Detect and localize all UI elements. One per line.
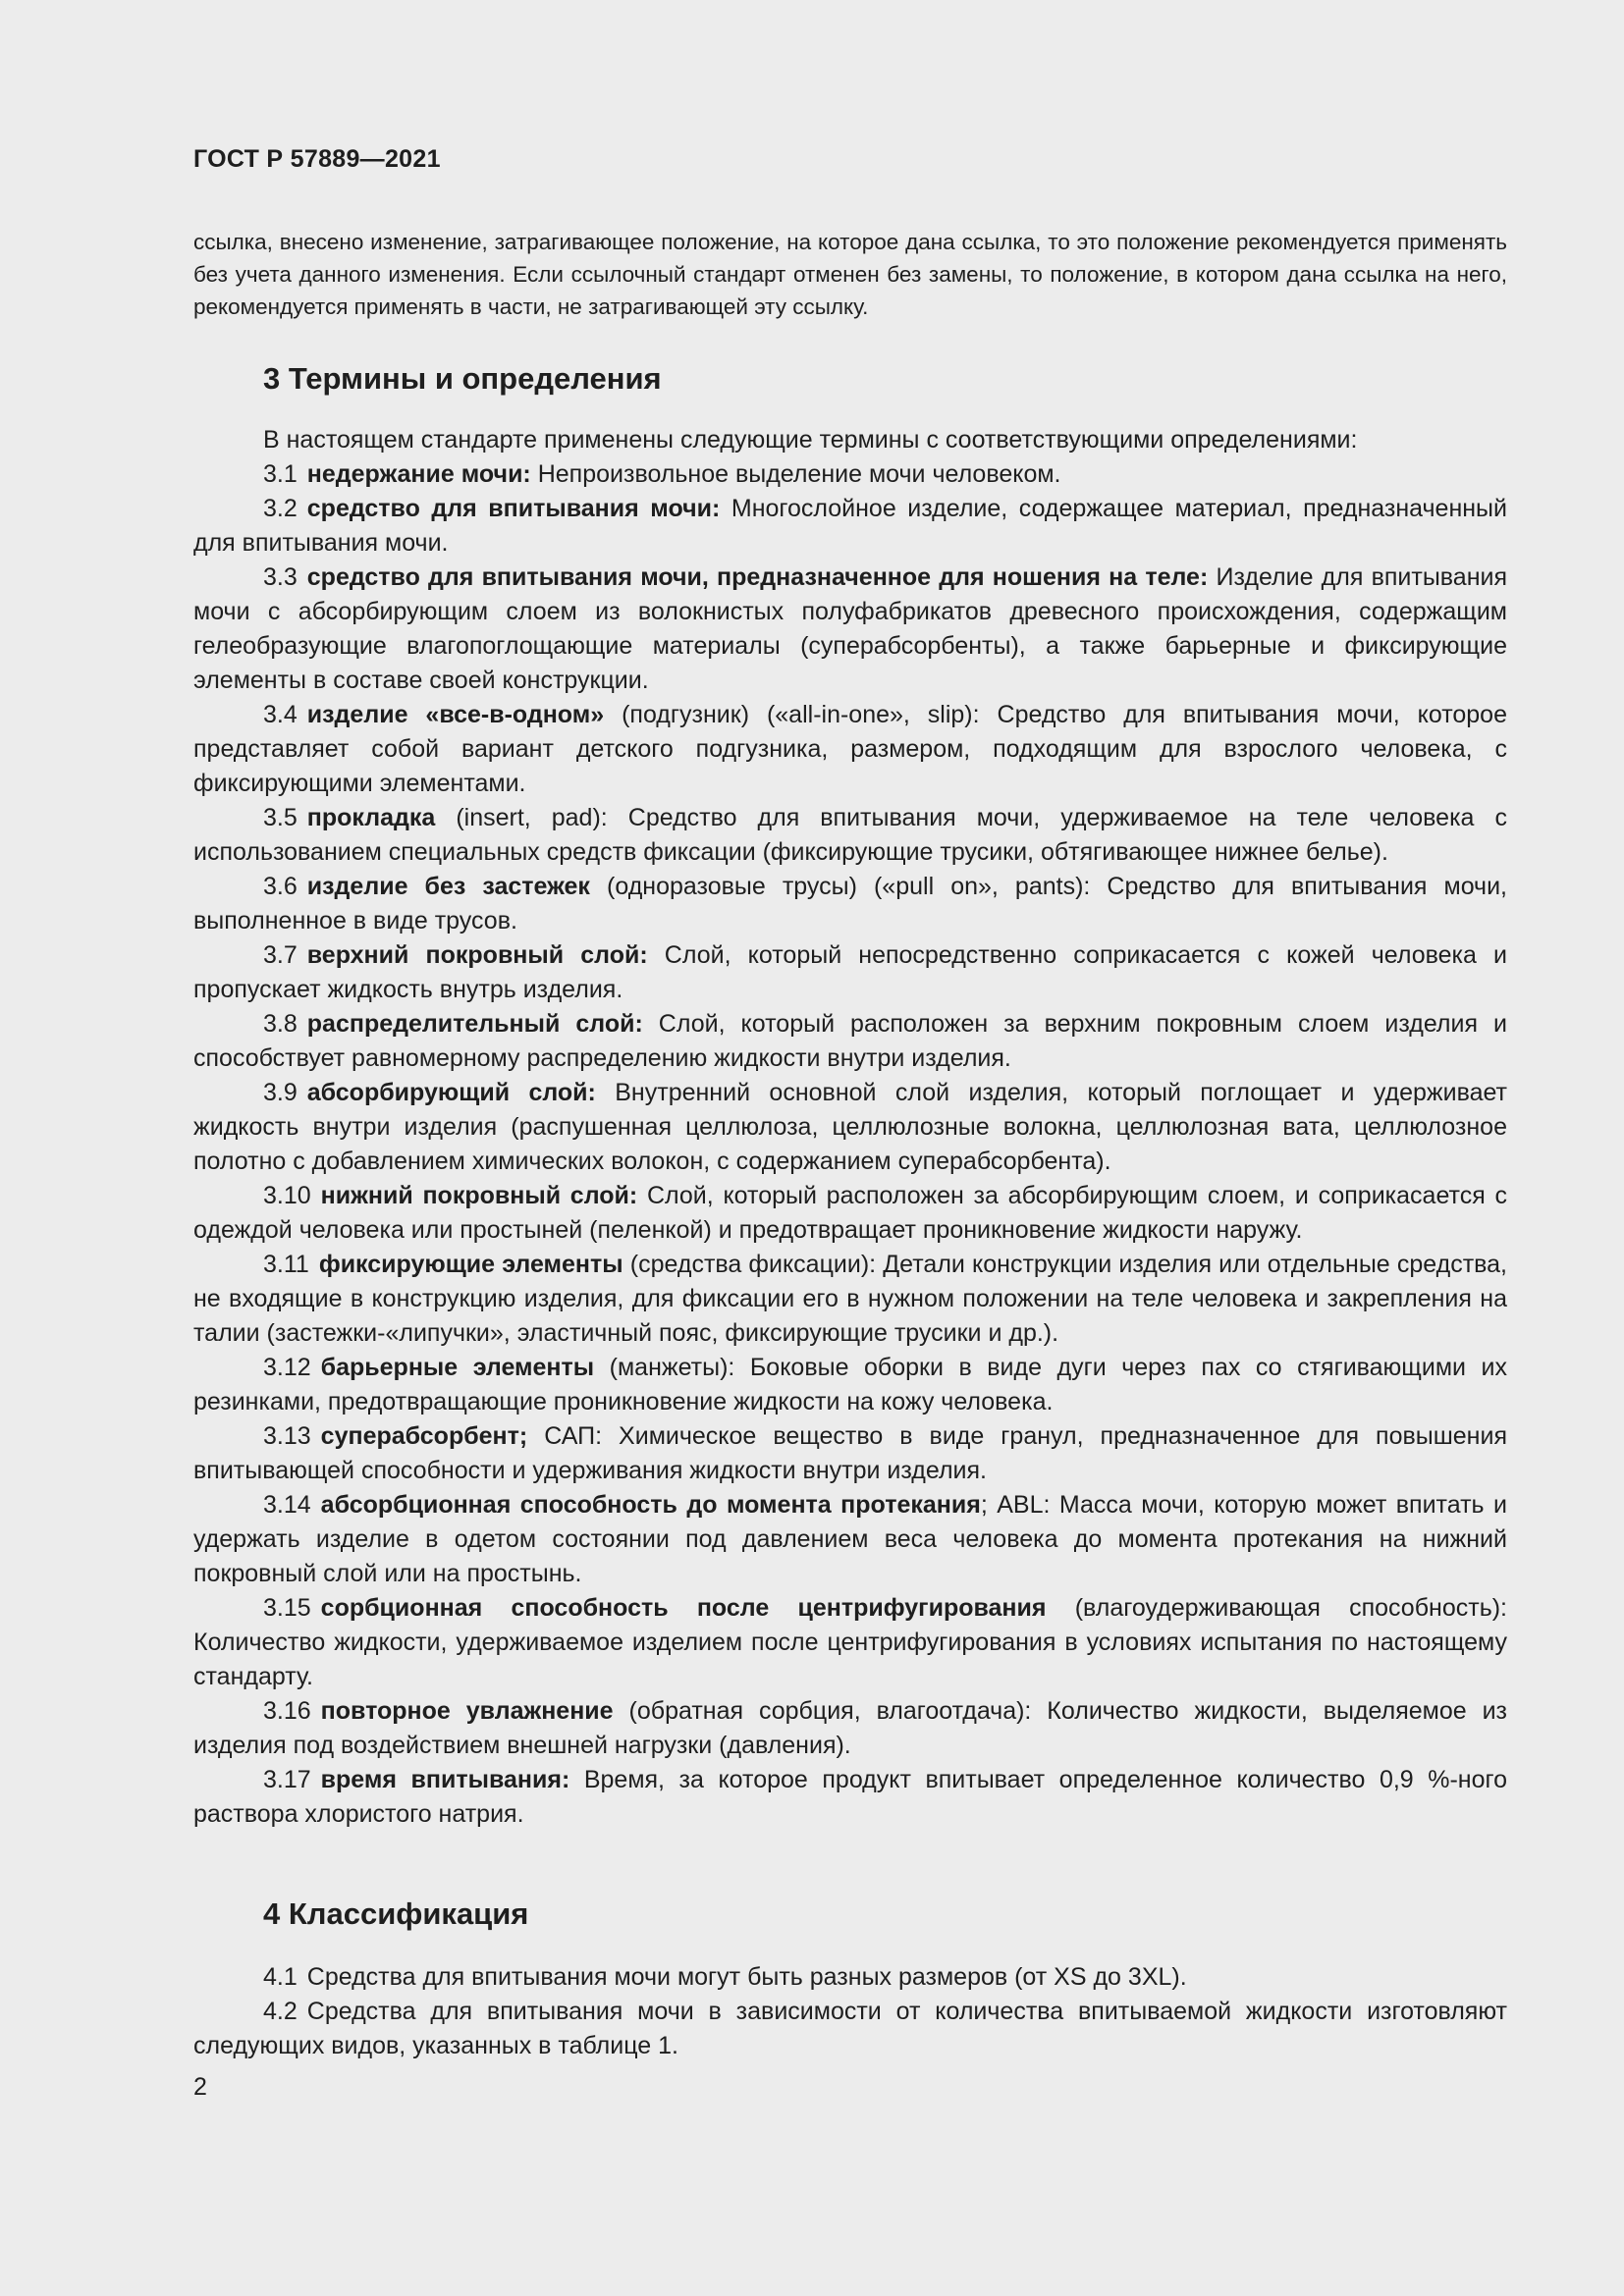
term-definition [193,1007,1507,1076]
term-number: 3.8 [263,1010,298,1038]
term-text: Непроизвольное выделение мочи человеком. [530,460,1061,488]
term-text: ; ABL: Масса мочи, которую может впитать и удержать изделие в одетом состоянии под давлением веса человека до момента протекания на нижний покровный слой или на простынь. [193,1491,1507,1587]
term-name: средство для впитывания мочи, предназначенное для ношения на теле: [306,563,1209,591]
term-name: верхний покровный слой: [306,941,648,969]
term-definition [193,1419,1507,1488]
term-text: (средства фиксации): Детали конструкции изделия или отдельные средства, не входящие в конструкцию изделия, для фиксации его в нужном положении на теле человека и закрепления на талии (застежки-«липучки», эластичный пояс, фиксирующие трусики и др.). [193,1251,1507,1347]
term-definition [193,561,1507,698]
term-text: (влагоудерживающая способность): Количество жидкости, удерживаемое изделием после центрифугирования в условиях испытания по настоящему стандарту. [193,1594,1507,1690]
term-number: 3.14 [263,1491,311,1519]
term-number: 3.2 [263,495,298,522]
term-text: Время, за которое продукт впитывает определенное количество 0,9 %-ного раствора хлористого натрия. [193,1766,1507,1828]
term-name: нижний покровный слой: [320,1182,638,1209]
term-text: Слой, который расположен за абсорбирующим слоем, и соприкасается с одеждой человека или простыней (пеленкой) и предотвращает проникновение жидкости наружу. [193,1182,1507,1244]
clause-text: Средства для впитывания мочи в зависимости от количества впитываемой жидкости изготовляют следующих видов, указанных в таблице 1. [193,1998,1507,2059]
term-definition [193,1488,1507,1591]
term-definition [193,698,1507,801]
term-definition [193,1248,1507,1351]
term-name: суперабсорбент; [320,1422,528,1450]
standard-header: ГОСТ Р 57889—2021 [193,145,441,173]
term-name: барьерные элементы [320,1354,595,1381]
classification-item [193,1995,1507,2063]
term-text: (манжеты): Боковые оборки в виде дуги через пах со стягивающими их резинками, предотвращающие проникновение жидкости на кожу человека. [193,1354,1507,1415]
term-text: (подгузник) («all-in-one», slip): Средство для впитывания мочи, которое представляет собой вариант детского подгузника, размером, подходящим для взрослого человека, с фиксирующими элементами. [193,701,1507,797]
term-definition [193,938,1507,1007]
section-4-title: 4 Классификация [263,1896,529,1931]
term-number: 3.12 [263,1354,311,1381]
term-text: Слой, который непосредственно соприкасается с кожей человека и пропускает жидкость внутрь изделия. [193,941,1507,1003]
clause-number: 4.1 [263,1963,298,1991]
term-number: 3.7 [263,941,298,969]
term-name: прокладка [306,804,436,831]
term-name: средство для впитывания мочи: [306,495,721,522]
term-definition [193,1179,1507,1248]
term-definition [193,1351,1507,1419]
intro-paragraph: ссылка, внесено изменение, затрагивающее положение, на которое дана ссылка, то это положение рекомендуется применять без учета данного изменения. Если ссылочный стандарт отменен без замены, то положение, в котором дана ссылка на него, рекомендуется применять в части, не затрагивающей эту ссылку. [193,230,1507,319]
clause-text: Средства для впитывания мочи могут быть разных размеров (от XS до 3XL). [306,1963,1187,1991]
term-number: 3.3 [263,563,298,591]
term-number: 3.17 [263,1766,311,1793]
term-definition [193,1763,1507,1832]
term-definition [193,1076,1507,1179]
term-name: время впитывания: [320,1766,570,1793]
term-name: распределительный слой: [306,1010,643,1038]
section-3-body [193,423,1507,1832]
term-definition [193,457,1507,492]
term-definition [193,1694,1507,1763]
term-number: 3.9 [263,1079,298,1106]
term-text: Слой, который расположен за верхним покровным слоем изделия и способствует равномерному распределению жидкости внутри изделия. [193,1010,1507,1072]
term-number: 3.4 [263,701,298,728]
page-number: 2 [193,2073,207,2101]
term-name: абсорбирующий слой: [306,1079,596,1106]
term-number: 3.11 [263,1251,309,1278]
term-name: абсорбционная способность до момента протекания [320,1491,981,1519]
term-name: недержание мочи: [306,460,531,488]
term-text: Внутренний основной слой изделия, который поглощает и удерживает жидкость внутри изделия (распушенная целлюлоза, целлюлозные волокна, целлюлозная вата, целлюлозное полотно с добавлением химических волокон, с содержанием суперабсорбента). [193,1079,1507,1175]
clause-number: 4.2 [263,1998,298,2025]
term-definition [193,1591,1507,1694]
term-text: (обратная сорбция, влагоотдача): Количество жидкости, выделяемое из изделия под воздействием внешней нагрузки (давления). [193,1697,1507,1759]
term-number: 3.10 [263,1182,311,1209]
term-text: Многослойное изделие, содержащее материал, предназначенный для впитывания мочи. [193,495,1507,557]
term-definition [193,870,1507,938]
term-text: (одноразовые трусы) («pull on», pants): Средство для впитывания мочи, выполненное в виде трусов. [193,873,1507,934]
term-definition [193,492,1507,561]
term-number: 3.13 [263,1422,311,1450]
term-number: 3.16 [263,1697,311,1725]
classification-list [193,1960,1507,2063]
term-list [193,457,1507,1832]
section-3-title: 3 Термины и определения [263,361,662,396]
term-number: 3.5 [263,804,298,831]
term-text: Изделие для впитывания мочи с абсорбирующим слоем из волокнистых полуфабрикатов древесного происхождения, содержащим гелеобразующие влагопоглощающие материалы (суперабсорбенты), а также барьерные и фиксирующие элементы в составе своей конструкции. [193,563,1508,694]
term-number: 3.6 [263,873,298,900]
classification-item [193,1960,1507,1995]
term-text: (insert, pad): Средство для впитывания мочи, удерживаемое на теле человека с использованием специальных средств фиксации (фиксирующие трусики, обтягивающее нижнее белье). [193,804,1507,866]
term-name: изделие без застежек [306,873,590,900]
term-text: САП: Химическое вещество в виде гранул, предназначенное для повышения впитывающей способности и удерживания жидкости внутри изделия. [193,1422,1507,1484]
term-name: повторное увлажнение [320,1697,614,1725]
term-name: изделие «все-в-одном» [306,701,605,728]
term-definition [193,801,1507,870]
section-3-lead: В настоящем стандарте применены следующие термины с соответствующими определениями: [263,426,1358,454]
term-number: 3.1 [263,460,298,488]
term-name: сорбционная способность после центрифугирования [320,1594,1047,1622]
term-number: 3.15 [263,1594,311,1622]
term-name: фиксирующие элементы [318,1251,623,1278]
